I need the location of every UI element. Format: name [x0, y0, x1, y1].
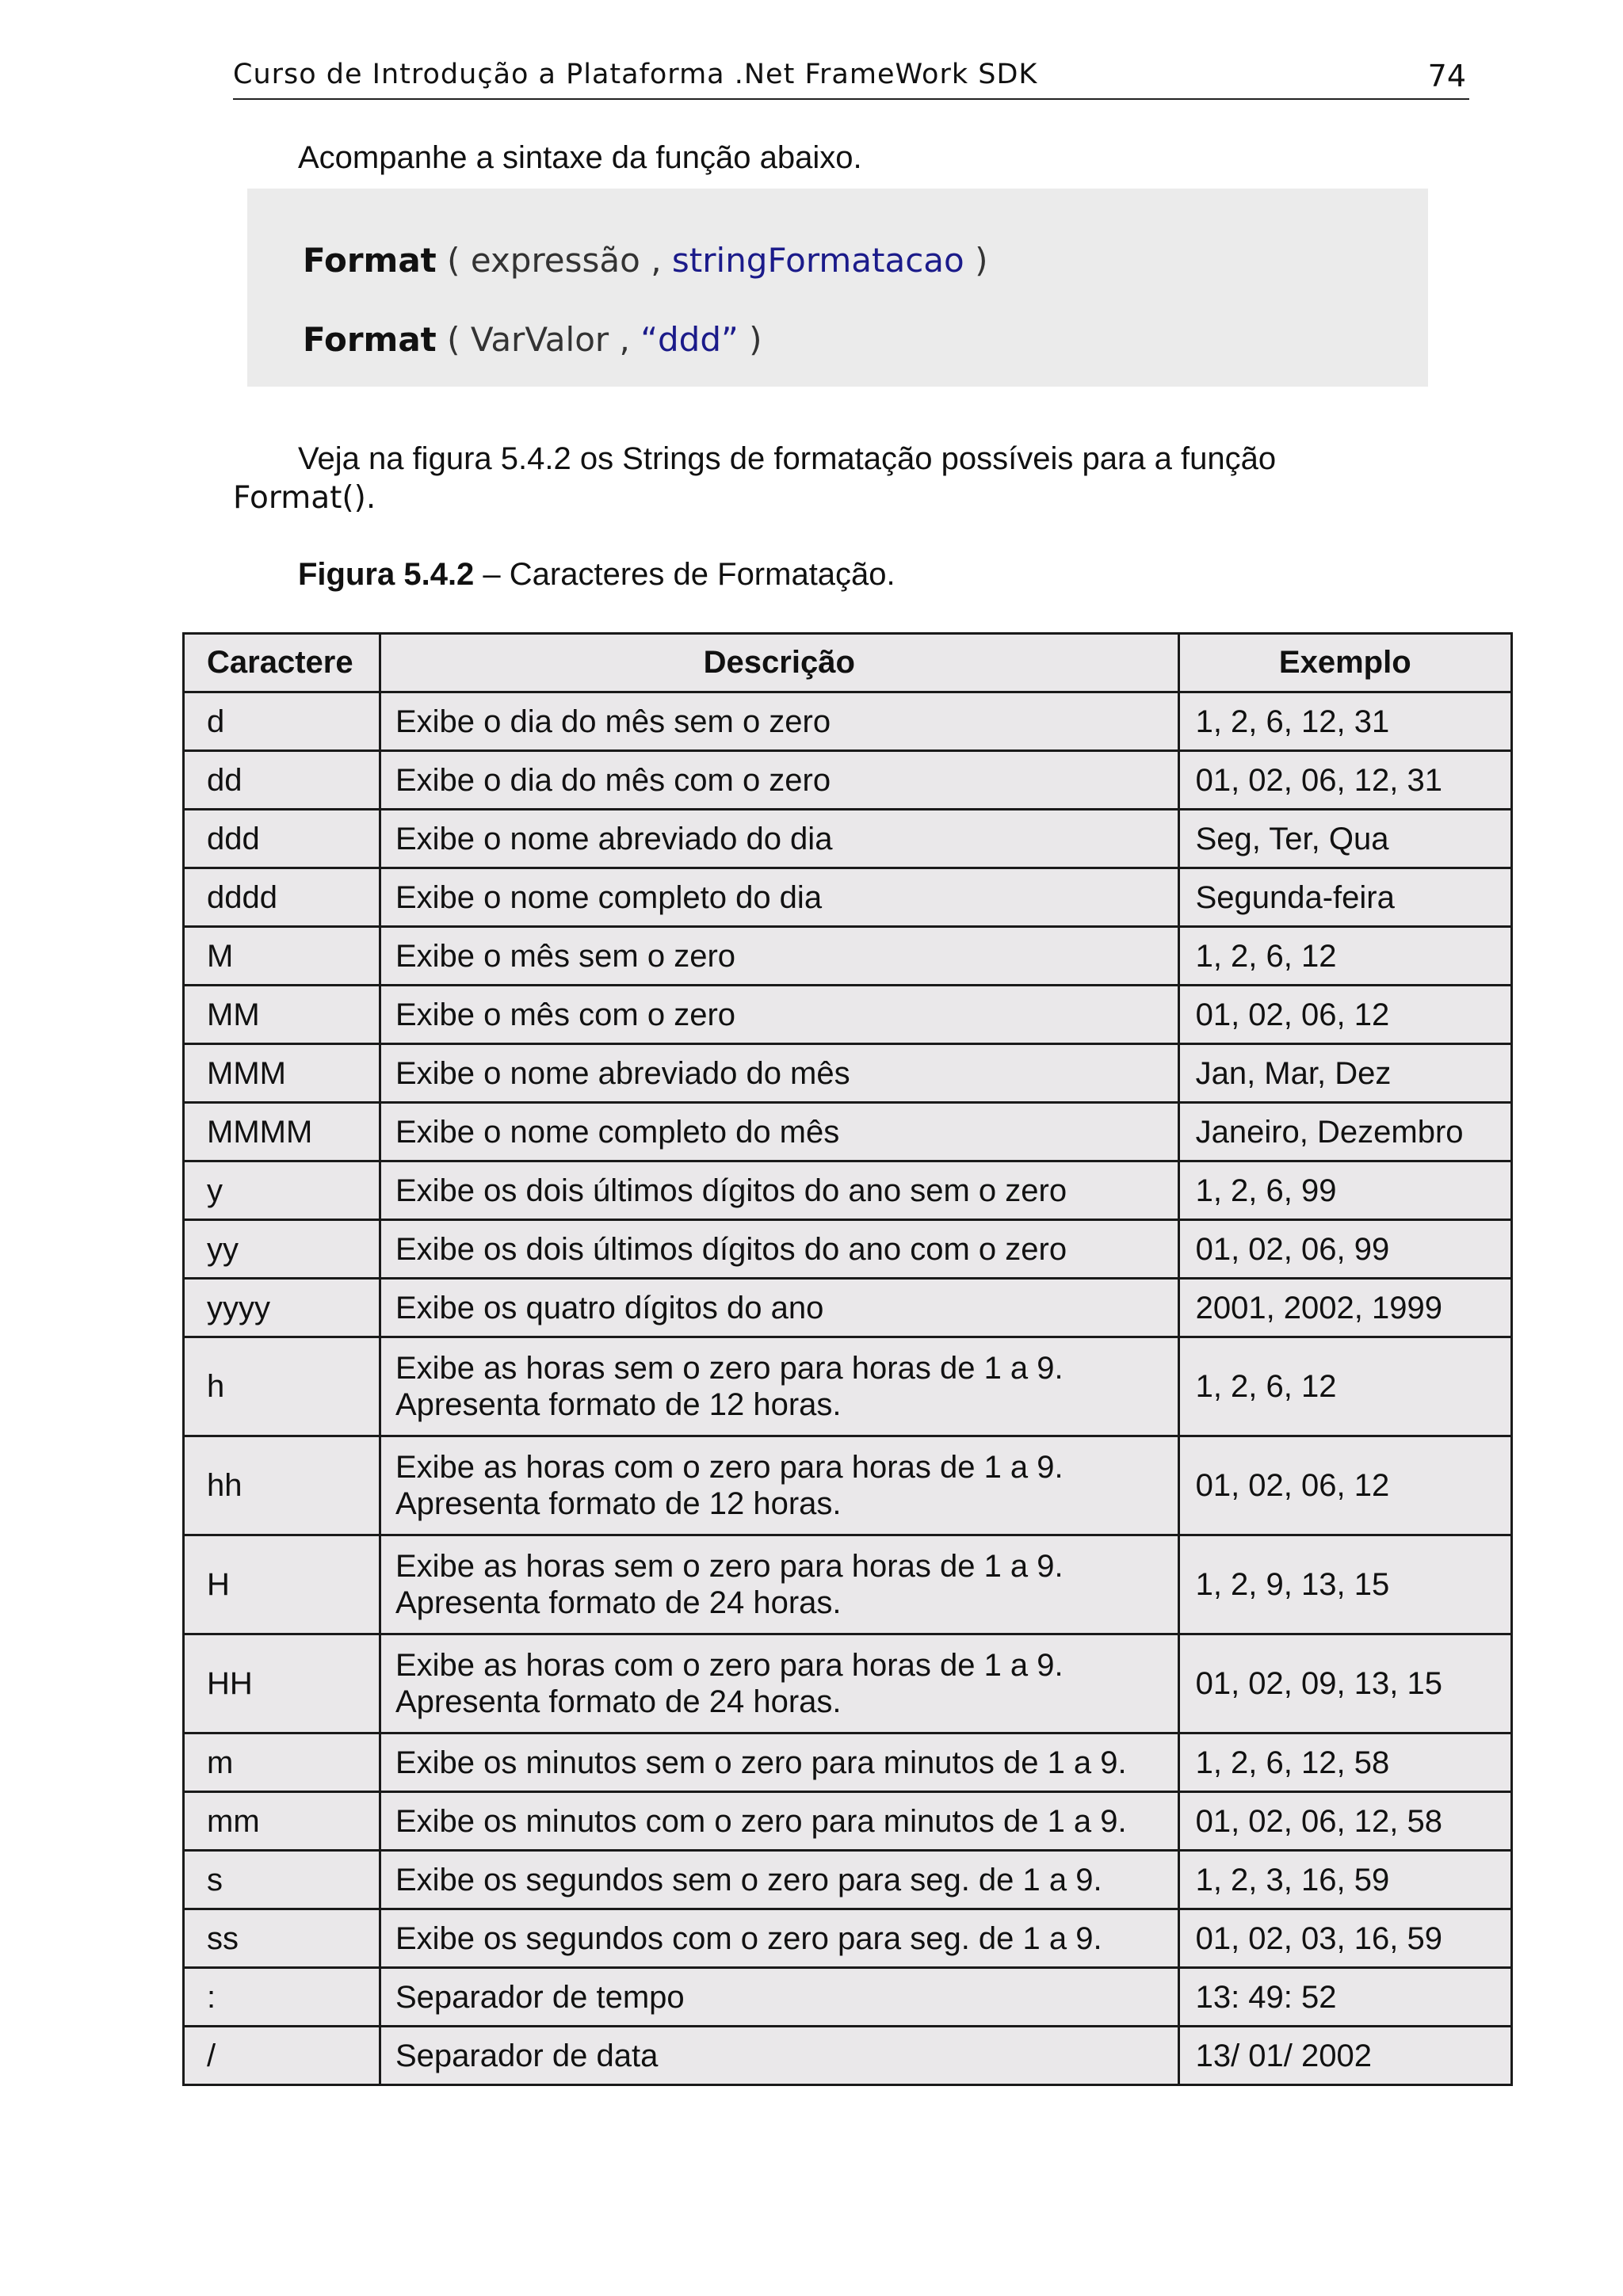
description-line: Exibe os quatro dígitos do ano: [395, 1290, 824, 1325]
table-row: [184, 1279, 1512, 1337]
body-paragraph-continuation: Format().: [233, 480, 376, 516]
format-character-cell: m: [184, 1733, 380, 1792]
example-cell: Janeiro, Dezembro: [1178, 1103, 1511, 1161]
figure-caption-text: – Caracteres de Formatação.: [474, 557, 896, 592]
code-block: [247, 189, 1428, 387]
description-cell: [380, 1220, 1178, 1279]
figure-label: Figura 5.4.2: [298, 557, 475, 592]
example-cell: Segunda-feira: [1178, 868, 1511, 927]
description-cell: [380, 1436, 1178, 1535]
description-cell: [380, 986, 1178, 1044]
description-cell: [380, 1535, 1178, 1634]
description-line: Separador de tempo: [395, 1979, 685, 2015]
example-cell: 1, 2, 6, 12: [1178, 1337, 1511, 1436]
example-cell: 13/ 01/ 2002: [1178, 2027, 1511, 2085]
page-header: [233, 55, 1469, 100]
table-row: [184, 1103, 1512, 1161]
example-cell: 1, 2, 6, 12: [1178, 927, 1511, 986]
example-cell: Seg, Ter, Qua: [1178, 810, 1511, 868]
format-character-cell: d: [184, 692, 380, 751]
description-line: Apresenta formato de 24 horas.: [395, 1585, 842, 1620]
format-character-cell: ddd: [184, 810, 380, 868]
table-header-row: [184, 634, 1512, 692]
table-row: [184, 1337, 1512, 1436]
example-cell: 01, 02, 06, 12, 58: [1178, 1792, 1511, 1851]
code-keyword: Format: [303, 241, 437, 280]
format-character-cell: dd: [184, 751, 380, 810]
format-character-cell: /: [184, 2027, 380, 2085]
description-cell: [380, 1851, 1178, 1909]
description-line: Exibe o nome abreviado do dia: [395, 821, 833, 856]
description-line: Apresenta formato de 24 horas.: [395, 1684, 842, 1719]
body-paragraph: Veja na figura 5.4.2 os Strings de formatação possíveis para a função: [298, 441, 1277, 476]
code-line-2: Format ( VarValor , “ddd” ): [303, 320, 762, 359]
example-cell: 13: 49: 52: [1178, 1968, 1511, 2027]
table-row: [184, 692, 1512, 751]
example-cell: 1, 2, 6, 12, 31: [1178, 692, 1511, 751]
description-line: Exibe o mês com o zero: [395, 997, 736, 1032]
example-cell: 01, 02, 06, 12: [1178, 986, 1511, 1044]
intro-paragraph: Acompanhe a sintaxe da função abaixo.: [298, 140, 862, 175]
example-cell: 01, 02, 06, 12, 31: [1178, 751, 1511, 810]
column-header-descricao: Descrição: [380, 634, 1178, 692]
format-character-cell: yyyy: [184, 1279, 380, 1337]
header-title: Curso de Introdução a Plataforma .Net FrameWork SDK: [233, 59, 1038, 90]
code-line-1: Format ( expressão , stringFormatacao ): [303, 241, 988, 280]
description-cell: [380, 751, 1178, 810]
description-line: Exibe as horas com o zero para horas de 1 a 9.: [395, 1450, 1064, 1485]
example-cell: 2001, 2002, 1999: [1178, 1279, 1511, 1337]
format-character-cell: :: [184, 1968, 380, 2027]
format-character-cell: dddd: [184, 868, 380, 927]
table-row: [184, 1161, 1512, 1220]
example-cell: Jan, Mar, Dez: [1178, 1044, 1511, 1103]
column-header-caractere: Caractere: [184, 634, 380, 692]
format-character-cell: hh: [184, 1436, 380, 1535]
description-line: Apresenta formato de 12 horas.: [395, 1387, 842, 1422]
format-character-cell: h: [184, 1337, 380, 1436]
format-character-cell: HH: [184, 1634, 380, 1733]
description-line: Apresenta formato de 12 horas.: [395, 1486, 842, 1521]
format-character-cell: ss: [184, 1909, 380, 1968]
description-line: Exibe os dois últimos dígitos do ano sem o zero: [395, 1173, 1067, 1208]
code-arg: stringFormatacao: [671, 241, 964, 280]
table-row: [184, 1851, 1512, 1909]
table-row: [184, 1968, 1512, 2027]
description-line: Exibe os segundos sem o zero para seg. de 1 a 9.: [395, 1862, 1102, 1897]
description-cell: [380, 1909, 1178, 1968]
description-cell: [380, 1279, 1178, 1337]
table-row: [184, 2027, 1512, 2085]
description-line: Exibe as horas sem o zero para horas de 1 a 9.: [395, 1351, 1064, 1386]
table-row: [184, 1044, 1512, 1103]
description-cell: [380, 1044, 1178, 1103]
description-cell: [380, 1161, 1178, 1220]
example-cell: 01, 02, 09, 13, 15: [1178, 1634, 1511, 1733]
format-character-cell: mm: [184, 1792, 380, 1851]
description-cell: [380, 1634, 1178, 1733]
description-line: Exibe os dois últimos dígitos do ano com o zero: [395, 1231, 1067, 1267]
table-row: [184, 1634, 1512, 1733]
example-cell: 01, 02, 03, 16, 59: [1178, 1909, 1511, 1968]
example-cell: 01, 02, 06, 12: [1178, 1436, 1511, 1535]
description-cell: [380, 1337, 1178, 1436]
description-line: Separador de data: [395, 2038, 659, 2073]
format-character-cell: MMMM: [184, 1103, 380, 1161]
code-arg: VarValor: [470, 320, 609, 359]
description-line: Exibe os minutos com o zero para minutos de 1 a 9.: [395, 1803, 1127, 1839]
table-body: [184, 692, 1512, 2085]
description-cell: [380, 1792, 1178, 1851]
table-row: [184, 810, 1512, 868]
column-header-exemplo: Exemplo: [1178, 634, 1511, 692]
description-cell: [380, 1968, 1178, 2027]
figure-caption: [298, 555, 896, 594]
table-row: [184, 1792, 1512, 1851]
description-line: Exibe o nome completo do mês: [395, 1114, 840, 1150]
page-number: 74: [1427, 59, 1466, 93]
description-cell: [380, 927, 1178, 986]
table-row: [184, 1535, 1512, 1634]
format-character-cell: y: [184, 1161, 380, 1220]
description-line: Exibe o dia do mês sem o zero: [395, 704, 831, 739]
description-line: Exibe o dia do mês com o zero: [395, 762, 831, 798]
table-row: [184, 1436, 1512, 1535]
example-cell: 01, 02, 06, 99: [1178, 1220, 1511, 1279]
description-line: Exibe o mês sem o zero: [395, 938, 736, 974]
description-line: Exibe os segundos com o zero para seg. de 1 a 9.: [395, 1920, 1102, 1956]
table-row: [184, 868, 1512, 927]
description-cell: [380, 2027, 1178, 2085]
code-arg: expressão: [470, 241, 640, 280]
table-row: [184, 986, 1512, 1044]
description-line: Exibe os minutos sem o zero para minutos de 1 a 9.: [395, 1745, 1127, 1780]
format-character-cell: yy: [184, 1220, 380, 1279]
format-character-cell: H: [184, 1535, 380, 1634]
format-characters-table: [182, 632, 1513, 2086]
table-row: [184, 927, 1512, 986]
table-row: [184, 751, 1512, 810]
table-row: [184, 1220, 1512, 1279]
description-cell: [380, 692, 1178, 751]
description-cell: [380, 868, 1178, 927]
example-cell: 1, 2, 6, 12, 58: [1178, 1733, 1511, 1792]
table-row: [184, 1733, 1512, 1792]
description-line: Exibe as horas sem o zero para horas de 1 a 9.: [395, 1549, 1064, 1584]
description-cell: [380, 810, 1178, 868]
code-arg: “ddd”: [640, 320, 739, 359]
table-row: [184, 1909, 1512, 1968]
description-line: Exibe as horas com o zero para horas de 1 a 9.: [395, 1648, 1064, 1683]
description-cell: [380, 1733, 1178, 1792]
format-character-cell: M: [184, 927, 380, 986]
description-cell: [380, 1103, 1178, 1161]
code-keyword: Format: [303, 320, 437, 359]
description-line: Exibe o nome abreviado do mês: [395, 1055, 850, 1091]
format-character-cell: MM: [184, 986, 380, 1044]
format-character-cell: MMM: [184, 1044, 380, 1103]
format-character-cell: s: [184, 1851, 380, 1909]
example-cell: 1, 2, 3, 16, 59: [1178, 1851, 1511, 1909]
description-line: Exibe o nome completo do dia: [395, 879, 823, 915]
example-cell: 1, 2, 6, 99: [1178, 1161, 1511, 1220]
example-cell: 1, 2, 9, 13, 15: [1178, 1535, 1511, 1634]
